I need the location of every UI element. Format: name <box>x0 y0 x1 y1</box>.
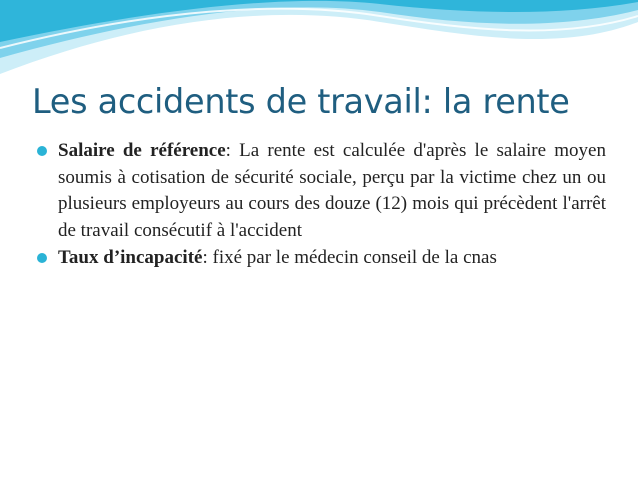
bullet-text: : La rente est calculée d'après le salaire moyen soumis à cotisation de sécurité sociale, perçu par la victime chez un ou plusieurs employeurs au cours des douze (12) mois qui précèdent l'arrêt de travail consécutif à l'accident <box>58 140 606 241</box>
bullet-dot-icon <box>37 253 47 263</box>
bullet-salaire-de-reference <box>34 138 606 244</box>
slide-title: Les accidents de travail: la rente <box>32 82 570 121</box>
bullet-list <box>34 138 606 273</box>
bullet-taux-incapacite <box>34 245 606 272</box>
bullet-term: Taux d’incapacité <box>58 247 203 268</box>
bullet-dot-icon <box>37 146 47 156</box>
bullet-term: Salaire de référence <box>58 140 226 161</box>
bullet-text: : fixé par le médecin conseil de la cnas <box>202 247 497 268</box>
header-wave-decoration <box>0 0 638 80</box>
